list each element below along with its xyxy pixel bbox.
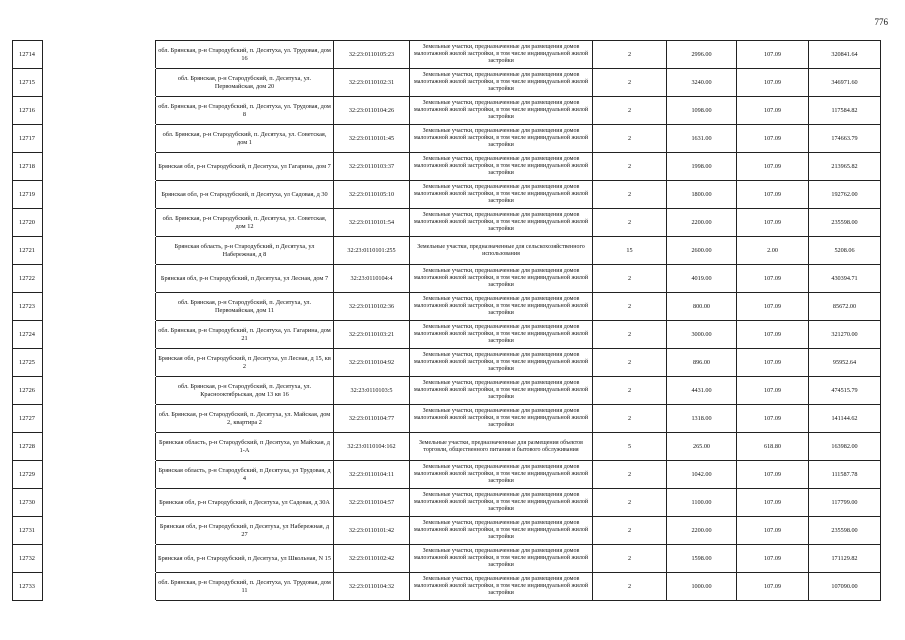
use-group-cell: 2 <box>593 545 667 573</box>
area-cell: 1000.00 <box>667 573 737 601</box>
specific-value-cell: 107.09 <box>737 405 809 433</box>
cadastral-number-cell: 32:23:0110104:11 <box>334 461 410 489</box>
record-number-cell: 12733 <box>13 573 43 601</box>
spacer-cell <box>43 181 156 209</box>
record-number-cell: 12728 <box>13 433 43 461</box>
area-cell: 896.00 <box>667 349 737 377</box>
area-cell: 1318.00 <box>667 405 737 433</box>
record-number-cell: 12727 <box>13 405 43 433</box>
spacer-cell <box>43 265 156 293</box>
area-cell: 2200.00 <box>667 209 737 237</box>
cadastral-value-cell: 141144.62 <box>809 405 881 433</box>
record-number-cell: 12719 <box>13 181 43 209</box>
record-number-cell: 12732 <box>13 545 43 573</box>
land-use-cell: Земельные участки, предназначенные для размещения домов малоэтажной жилой застройки, в том числе индивидуальной жилой застройки <box>410 69 593 97</box>
cadastral-value-cell: 430394.71 <box>809 265 881 293</box>
spacer-cell <box>43 377 156 405</box>
spacer-cell <box>43 433 156 461</box>
land-use-cell: Земельные участки, предназначенные для размещения домов малоэтажной жилой застройки, в том числе индивидуальной жилой застройки <box>410 517 593 545</box>
use-group-cell: 2 <box>593 41 667 69</box>
area-cell: 800.00 <box>667 293 737 321</box>
land-use-cell: Земельные участки, предназначенные для размещения домов малоэтажной жилой застройки, в том числе индивидуальной жилой застройки <box>410 321 593 349</box>
cadastral-number-cell: 32:23:0110104:32 <box>334 573 410 601</box>
address-cell: обл. Брянская, р-н Стародубский, п. Десятуха, ул. Трудовая, дом 11 <box>156 573 334 601</box>
land-use-cell: Земельные участки, предназначенные для размещения домов малоэтажной жилой застройки, в том числе индивидуальной жилой застройки <box>410 97 593 125</box>
table-row <box>13 517 881 545</box>
use-group-cell: 2 <box>593 125 667 153</box>
address-cell: Брянская обл, р-н Стародубский, п Десятуха, ул Набережная, д 27 <box>156 517 334 545</box>
specific-value-cell: 107.09 <box>737 545 809 573</box>
cadastral-value-table <box>12 40 881 601</box>
spacer-cell <box>43 237 156 265</box>
area-cell: 265.00 <box>667 433 737 461</box>
use-group-cell: 2 <box>593 349 667 377</box>
table-row <box>13 209 881 237</box>
spacer-cell <box>43 321 156 349</box>
area-cell: 1998.00 <box>667 153 737 181</box>
area-cell: 1098.00 <box>667 97 737 125</box>
address-cell: обл. Брянская, р-н Стародубский, п. Десятуха, ул. Трудовая, дом 8 <box>156 97 334 125</box>
table-row <box>13 489 881 517</box>
table-row <box>13 377 881 405</box>
address-cell: Брянская обл, р-н Стародубский, п Десятуха, ул Лесная, дом 7 <box>156 265 334 293</box>
table-row <box>13 153 881 181</box>
area-cell: 4431.00 <box>667 377 737 405</box>
spacer-cell <box>43 461 156 489</box>
cadastral-value-cell: 85672.00 <box>809 293 881 321</box>
cadastral-value-cell: 346971.60 <box>809 69 881 97</box>
land-use-cell: Земельные участки, предназначенные для размещения домов малоэтажной жилой застройки, в том числе индивидуальной жилой застройки <box>410 405 593 433</box>
specific-value-cell: 107.09 <box>737 125 809 153</box>
cadastral-number-cell: 32:23:0110105:23 <box>334 41 410 69</box>
record-number-cell: 12720 <box>13 209 43 237</box>
specific-value-cell: 107.09 <box>737 321 809 349</box>
specific-value-cell: 107.09 <box>737 181 809 209</box>
spacer-cell <box>43 97 156 125</box>
address-cell: Брянская обл, р-н Стародубский, п Десятуха, ул Школьная, N 15 <box>156 545 334 573</box>
use-group-cell: 2 <box>593 405 667 433</box>
address-cell: обл. Брянская, р-н Стародубский, п. Десятуха, ул. Первомайская, дом 11 <box>156 293 334 321</box>
area-cell: 3240.00 <box>667 69 737 97</box>
cadastral-value-cell: 192762.00 <box>809 181 881 209</box>
address-cell: обл. Брянская, р-н Стародубский, п. Десятуха, ул. Советская, дом 1 <box>156 125 334 153</box>
specific-value-cell: 107.09 <box>737 293 809 321</box>
land-use-cell: Земельные участки, предназначенные для размещения домов малоэтажной жилой застройки, в том числе индивидуальной жилой застройки <box>410 181 593 209</box>
land-use-cell: Земельные участки, предназначенные для сельскохозяйственного использования <box>410 237 593 265</box>
address-cell: Брянская область, р-н Стародубский, п Десятуха, ул Майская, д 1-А <box>156 433 334 461</box>
record-number-cell: 12729 <box>13 461 43 489</box>
use-group-cell: 2 <box>593 265 667 293</box>
land-use-cell: Земельные участки, предназначенные для размещения домов малоэтажной жилой застройки, в том числе индивидуальной жилой застройки <box>410 545 593 573</box>
use-group-cell: 5 <box>593 433 667 461</box>
land-use-cell: Земельные участки, предназначенные для размещения домов малоэтажной жилой застройки, в том числе индивидуальной жилой застройки <box>410 489 593 517</box>
address-cell: обл. Брянская, р-н Стародубский, п. Десятуха, ул. Трудовая, дом 16 <box>156 41 334 69</box>
cadastral-value-cell: 111587.78 <box>809 461 881 489</box>
land-use-cell: Земельные участки, предназначенные для размещения домов малоэтажной жилой застройки, в том числе индивидуальной жилой застройки <box>410 41 593 69</box>
record-number-cell: 12722 <box>13 265 43 293</box>
address-cell: Брянская обл, р-н Стародубский, п Десятуха, ул Гагарина, дом 7 <box>156 153 334 181</box>
specific-value-cell: 107.09 <box>737 265 809 293</box>
land-use-cell: Земельные участки, предназначенные для размещения домов малоэтажной жилой застройки, в том числе индивидуальной жилой застройки <box>410 265 593 293</box>
specific-value-cell: 107.09 <box>737 377 809 405</box>
use-group-cell: 2 <box>593 573 667 601</box>
table-row <box>13 405 881 433</box>
area-cell: 1631.00 <box>667 125 737 153</box>
use-group-cell: 2 <box>593 181 667 209</box>
cadastral-value-cell: 235598.00 <box>809 209 881 237</box>
area-cell: 1100.00 <box>667 489 737 517</box>
record-number-cell: 12714 <box>13 41 43 69</box>
cadastral-number-cell: 32:23:0110103:5 <box>334 377 410 405</box>
record-number-cell: 12715 <box>13 69 43 97</box>
cadastral-number-cell: 32:23:0110104:92 <box>334 349 410 377</box>
record-number-cell: 12725 <box>13 349 43 377</box>
table-row <box>13 181 881 209</box>
use-group-cell: 2 <box>593 461 667 489</box>
specific-value-cell: 2.00 <box>737 237 809 265</box>
table-row <box>13 573 881 601</box>
cadastral-value-cell: 235598.00 <box>809 517 881 545</box>
cadastral-number-cell: 32:23:0110103:37 <box>334 153 410 181</box>
cadastral-value-cell: 474515.79 <box>809 377 881 405</box>
use-group-cell: 2 <box>593 293 667 321</box>
spacer-cell <box>43 293 156 321</box>
use-group-cell: 2 <box>593 377 667 405</box>
land-use-cell: Земельные участки, предназначенные для размещения домов малоэтажной жилой застройки, в том числе индивидуальной жилой застройки <box>410 293 593 321</box>
address-cell: обл. Брянская, р-н Стародубский, п. Десятуха, ул. Советская, дом 12 <box>156 209 334 237</box>
use-group-cell: 2 <box>593 517 667 545</box>
address-cell: Брянская обл, р-н Стародубский, п Десятуха, ул Садовая, д 30 <box>156 181 334 209</box>
land-use-cell: Земельные участки, предназначенные для размещения домов малоэтажной жилой застройки, в том числе индивидуальной жилой застройки <box>410 377 593 405</box>
area-cell: 2600.00 <box>667 237 737 265</box>
spacer-cell <box>43 209 156 237</box>
cadastral-number-cell: 32:23:0110102:42 <box>334 545 410 573</box>
cadastral-value-cell: 117799.00 <box>809 489 881 517</box>
land-use-cell: Земельные участки, предназначенные для размещения домов малоэтажной жилой застройки, в том числе индивидуальной жилой застройки <box>410 573 593 601</box>
cadastral-value-cell: 5208.06 <box>809 237 881 265</box>
cadastral-value-cell: 95952.64 <box>809 349 881 377</box>
address-cell: Брянская область, р-н Стародубский, п Десятуха, ул Набережная, д 8 <box>156 237 334 265</box>
use-group-cell: 2 <box>593 209 667 237</box>
area-cell: 2996.00 <box>667 41 737 69</box>
cadastral-number-cell: 32:23:0110102:31 <box>334 69 410 97</box>
use-group-cell: 15 <box>593 237 667 265</box>
use-group-cell: 2 <box>593 489 667 517</box>
table-row <box>13 321 881 349</box>
spacer-cell <box>43 573 156 601</box>
record-number-cell: 12730 <box>13 489 43 517</box>
cadastral-number-cell: 32:23:0110101:54 <box>334 209 410 237</box>
cadastral-value-cell: 320841.64 <box>809 41 881 69</box>
land-use-cell: Земельные участки, предназначенные для размещения домов малоэтажной жилой застройки, в том числе индивидуальной жилой застройки <box>410 461 593 489</box>
land-use-cell: Земельные участки, предназначенные для размещения домов малоэтажной жилой застройки, в том числе индивидуальной жилой застройки <box>410 153 593 181</box>
cadastral-number-cell: 32:23:0110101:42 <box>334 517 410 545</box>
area-cell: 1598.00 <box>667 545 737 573</box>
cadastral-number-cell: 32:23:0110101:255 <box>334 237 410 265</box>
table-row <box>13 69 881 97</box>
specific-value-cell: 107.09 <box>737 349 809 377</box>
use-group-cell: 2 <box>593 153 667 181</box>
specific-value-cell: 107.09 <box>737 461 809 489</box>
spacer-cell <box>43 517 156 545</box>
specific-value-cell: 618.80 <box>737 433 809 461</box>
specific-value-cell: 107.09 <box>737 517 809 545</box>
specific-value-cell: 107.09 <box>737 69 809 97</box>
table-row <box>13 461 881 489</box>
table-row <box>13 433 881 461</box>
land-use-cell: Земельные участки, предназначенные для размещения домов малоэтажной жилой застройки, в том числе индивидуальной жилой застройки <box>410 125 593 153</box>
cadastral-number-cell: 32:23:0110104:57 <box>334 489 410 517</box>
address-cell: Брянская обл, р-н Стародубский, п Десятуха, ул Лесная, д 15, кв 2 <box>156 349 334 377</box>
cadastral-number-cell: 32:23:0110104:162 <box>334 433 410 461</box>
spacer-cell <box>43 153 156 181</box>
cadastral-number-cell: 32:23:0110104:4 <box>334 265 410 293</box>
table-row <box>13 97 881 125</box>
specific-value-cell: 107.09 <box>737 209 809 237</box>
record-number-cell: 12731 <box>13 517 43 545</box>
record-number-cell: 12716 <box>13 97 43 125</box>
specific-value-cell: 107.09 <box>737 489 809 517</box>
cadastral-value-cell: 213965.82 <box>809 153 881 181</box>
cadastral-number-cell: 32:23:0110104:26 <box>334 97 410 125</box>
area-cell: 3000.00 <box>667 321 737 349</box>
land-use-cell: Земельные участки, предназначенные для размещения домов малоэтажной жилой застройки, в том числе индивидуальной жилой застройки <box>410 209 593 237</box>
table-row <box>13 349 881 377</box>
area-cell: 2200.00 <box>667 517 737 545</box>
record-number-cell: 12718 <box>13 153 43 181</box>
spacer-cell <box>43 69 156 97</box>
address-cell: обл. Брянская, р-н Стародубский, п. Десятуха, ул. Гагарина, дом 21 <box>156 321 334 349</box>
specific-value-cell: 107.09 <box>737 573 809 601</box>
spacer-cell <box>43 125 156 153</box>
record-number-cell: 12721 <box>13 237 43 265</box>
use-group-cell: 2 <box>593 321 667 349</box>
record-number-cell: 12717 <box>13 125 43 153</box>
address-cell: Брянская область, р-н Стародубский, п Десятуха, ул Трудовая, д 4 <box>156 461 334 489</box>
record-number-cell: 12724 <box>13 321 43 349</box>
area-cell: 4019.00 <box>667 265 737 293</box>
spacer-cell <box>43 41 156 69</box>
address-cell: обл. Брянская, р-н Стародубский, п. Десятуха, ул. Первомайская, дом 20 <box>156 69 334 97</box>
address-cell: обл. Брянская, р-н Стародубский, п. Десятуха, ул. Майская, дом 2, квартира 2 <box>156 405 334 433</box>
page-number: 776 <box>874 17 888 27</box>
cadastral-value-cell: 107090.00 <box>809 573 881 601</box>
record-number-cell: 12726 <box>13 377 43 405</box>
cadastral-value-cell: 171129.82 <box>809 545 881 573</box>
cadastral-value-cell: 117584.82 <box>809 97 881 125</box>
table-row <box>13 265 881 293</box>
table-row <box>13 237 881 265</box>
table-row <box>13 293 881 321</box>
spacer-cell <box>43 545 156 573</box>
specific-value-cell: 107.09 <box>737 153 809 181</box>
cadastral-value-cell: 163982.00 <box>809 433 881 461</box>
land-use-cell: Земельные участки, предназначенные для размещения домов малоэтажной жилой застройки, в том числе индивидуальной жилой застройки <box>410 349 593 377</box>
use-group-cell: 2 <box>593 97 667 125</box>
cadastral-number-cell: 32:23:0110103:21 <box>334 321 410 349</box>
address-cell: обл. Брянская, р-н Стародубский, п. Десятуха, ул. Краснооктябрьская, дом 13 кв 16 <box>156 377 334 405</box>
area-cell: 1042.00 <box>667 461 737 489</box>
use-group-cell: 2 <box>593 69 667 97</box>
spacer-cell <box>43 349 156 377</box>
specific-value-cell: 107.09 <box>737 41 809 69</box>
cadastral-number-cell: 32:23:0110101:45 <box>334 125 410 153</box>
land-use-cell: Земельные участки, предназначенные для размещения объектов торговли, общественного питания и бытового обслуживания <box>410 433 593 461</box>
cadastral-number-cell: 32:23:0110104:77 <box>334 405 410 433</box>
address-cell: Брянская обл, р-н Стародубский, п Десятуха, ул Садовая, д 30А <box>156 489 334 517</box>
spacer-cell <box>43 405 156 433</box>
specific-value-cell: 107.09 <box>737 97 809 125</box>
cadastral-value-cell: 174663.79 <box>809 125 881 153</box>
table-row <box>13 125 881 153</box>
table-row <box>13 545 881 573</box>
table-row <box>13 41 881 69</box>
cadastral-number-cell: 32:23:0110102:36 <box>334 293 410 321</box>
area-cell: 1800.00 <box>667 181 737 209</box>
spacer-cell <box>43 489 156 517</box>
record-number-cell: 12723 <box>13 293 43 321</box>
cadastral-value-cell: 321270.00 <box>809 321 881 349</box>
cadastral-number-cell: 32:23:0110105:10 <box>334 181 410 209</box>
